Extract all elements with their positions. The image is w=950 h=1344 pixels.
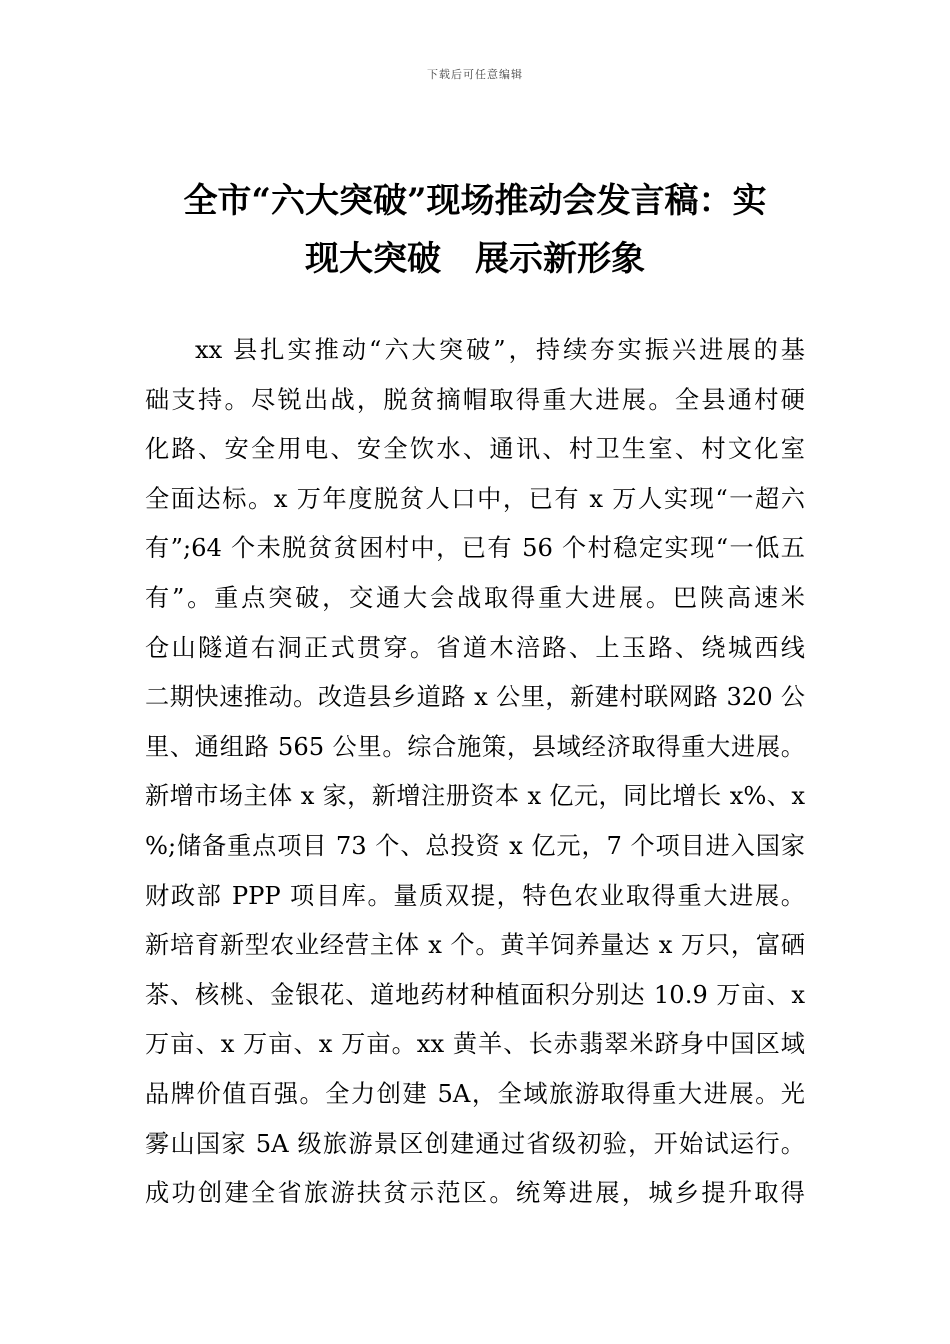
body-line: 雾山国家 5A 级旅游景区创建通过省级初验，开始试运行。 [145,1129,805,1158]
body-line: 成功创建全省旅游扶贫示范区。统筹进展，城乡提升取得 [145,1179,805,1208]
body-line: 有”。重点突破，交通大会战取得重大进展。巴陕高速米 [145,583,805,612]
page-header-note: 下载后可任意编辑 [427,68,523,81]
body-line: 里、通组路 565 公里。综合施策，县域经济取得重大进展。 [145,732,805,761]
body-line: 仓山隧道右洞正式贯穿。省道木涪路、上玉路、绕城西线 [145,633,805,662]
body-line: 化路、安全用电、安全饮水、通讯、村卫生室、村文化室 [145,435,805,464]
body-line: 茶、核桃、金银花、道地药材种植面积分别达 10.9 万亩、x [145,980,805,1009]
body-line: 新增市场主体 x 家，新增注册资本 x 亿元，同比增长 x%、x [145,782,805,811]
body-line: 础支持。尽锐出战，脱贫摘帽取得重大进展。全县通村硬 [145,385,805,414]
title-line-1: 全市“六大突破”现场推动会发言稿：实 [183,181,767,221]
body-line: 品牌价值百强。全力创建 5A，全域旅游取得重大进展。光 [145,1079,805,1108]
body-line: 二期快速推动。改造县乡道路 x 公里，新建村联网路 320 公 [145,683,805,712]
body-line: 万亩、x 万亩、x 万亩。xx 黄羊、长赤翡翠米跻身中国区域 [145,1030,805,1059]
document-title [140,172,810,288]
body-line: 有”;64 个未脱贫贫困村中，已有 56 个村稳定实现“一低五 [145,534,805,563]
body-line: xx 县扎实推动“六大突破”，持续夯实振兴进展的基 [195,336,805,364]
body-line: 全面达标。x 万年度脱贫人口中，已有 x 万人实现“一超六 [145,484,805,513]
title-line-2: 现大突破 展示新形象 [305,239,645,279]
body-line: %;储备重点项目 73 个、总投资 x 亿元，7 个项目进入国家 [145,831,805,860]
body-line: 新培育新型农业经营主体 x 个。黄羊饲养量达 x 万只，富硒 [145,931,805,960]
body-line: 财政部 PPP 项目库。量质双提，特色农业取得重大进展。 [145,881,805,910]
body-paragraph [145,326,805,1219]
